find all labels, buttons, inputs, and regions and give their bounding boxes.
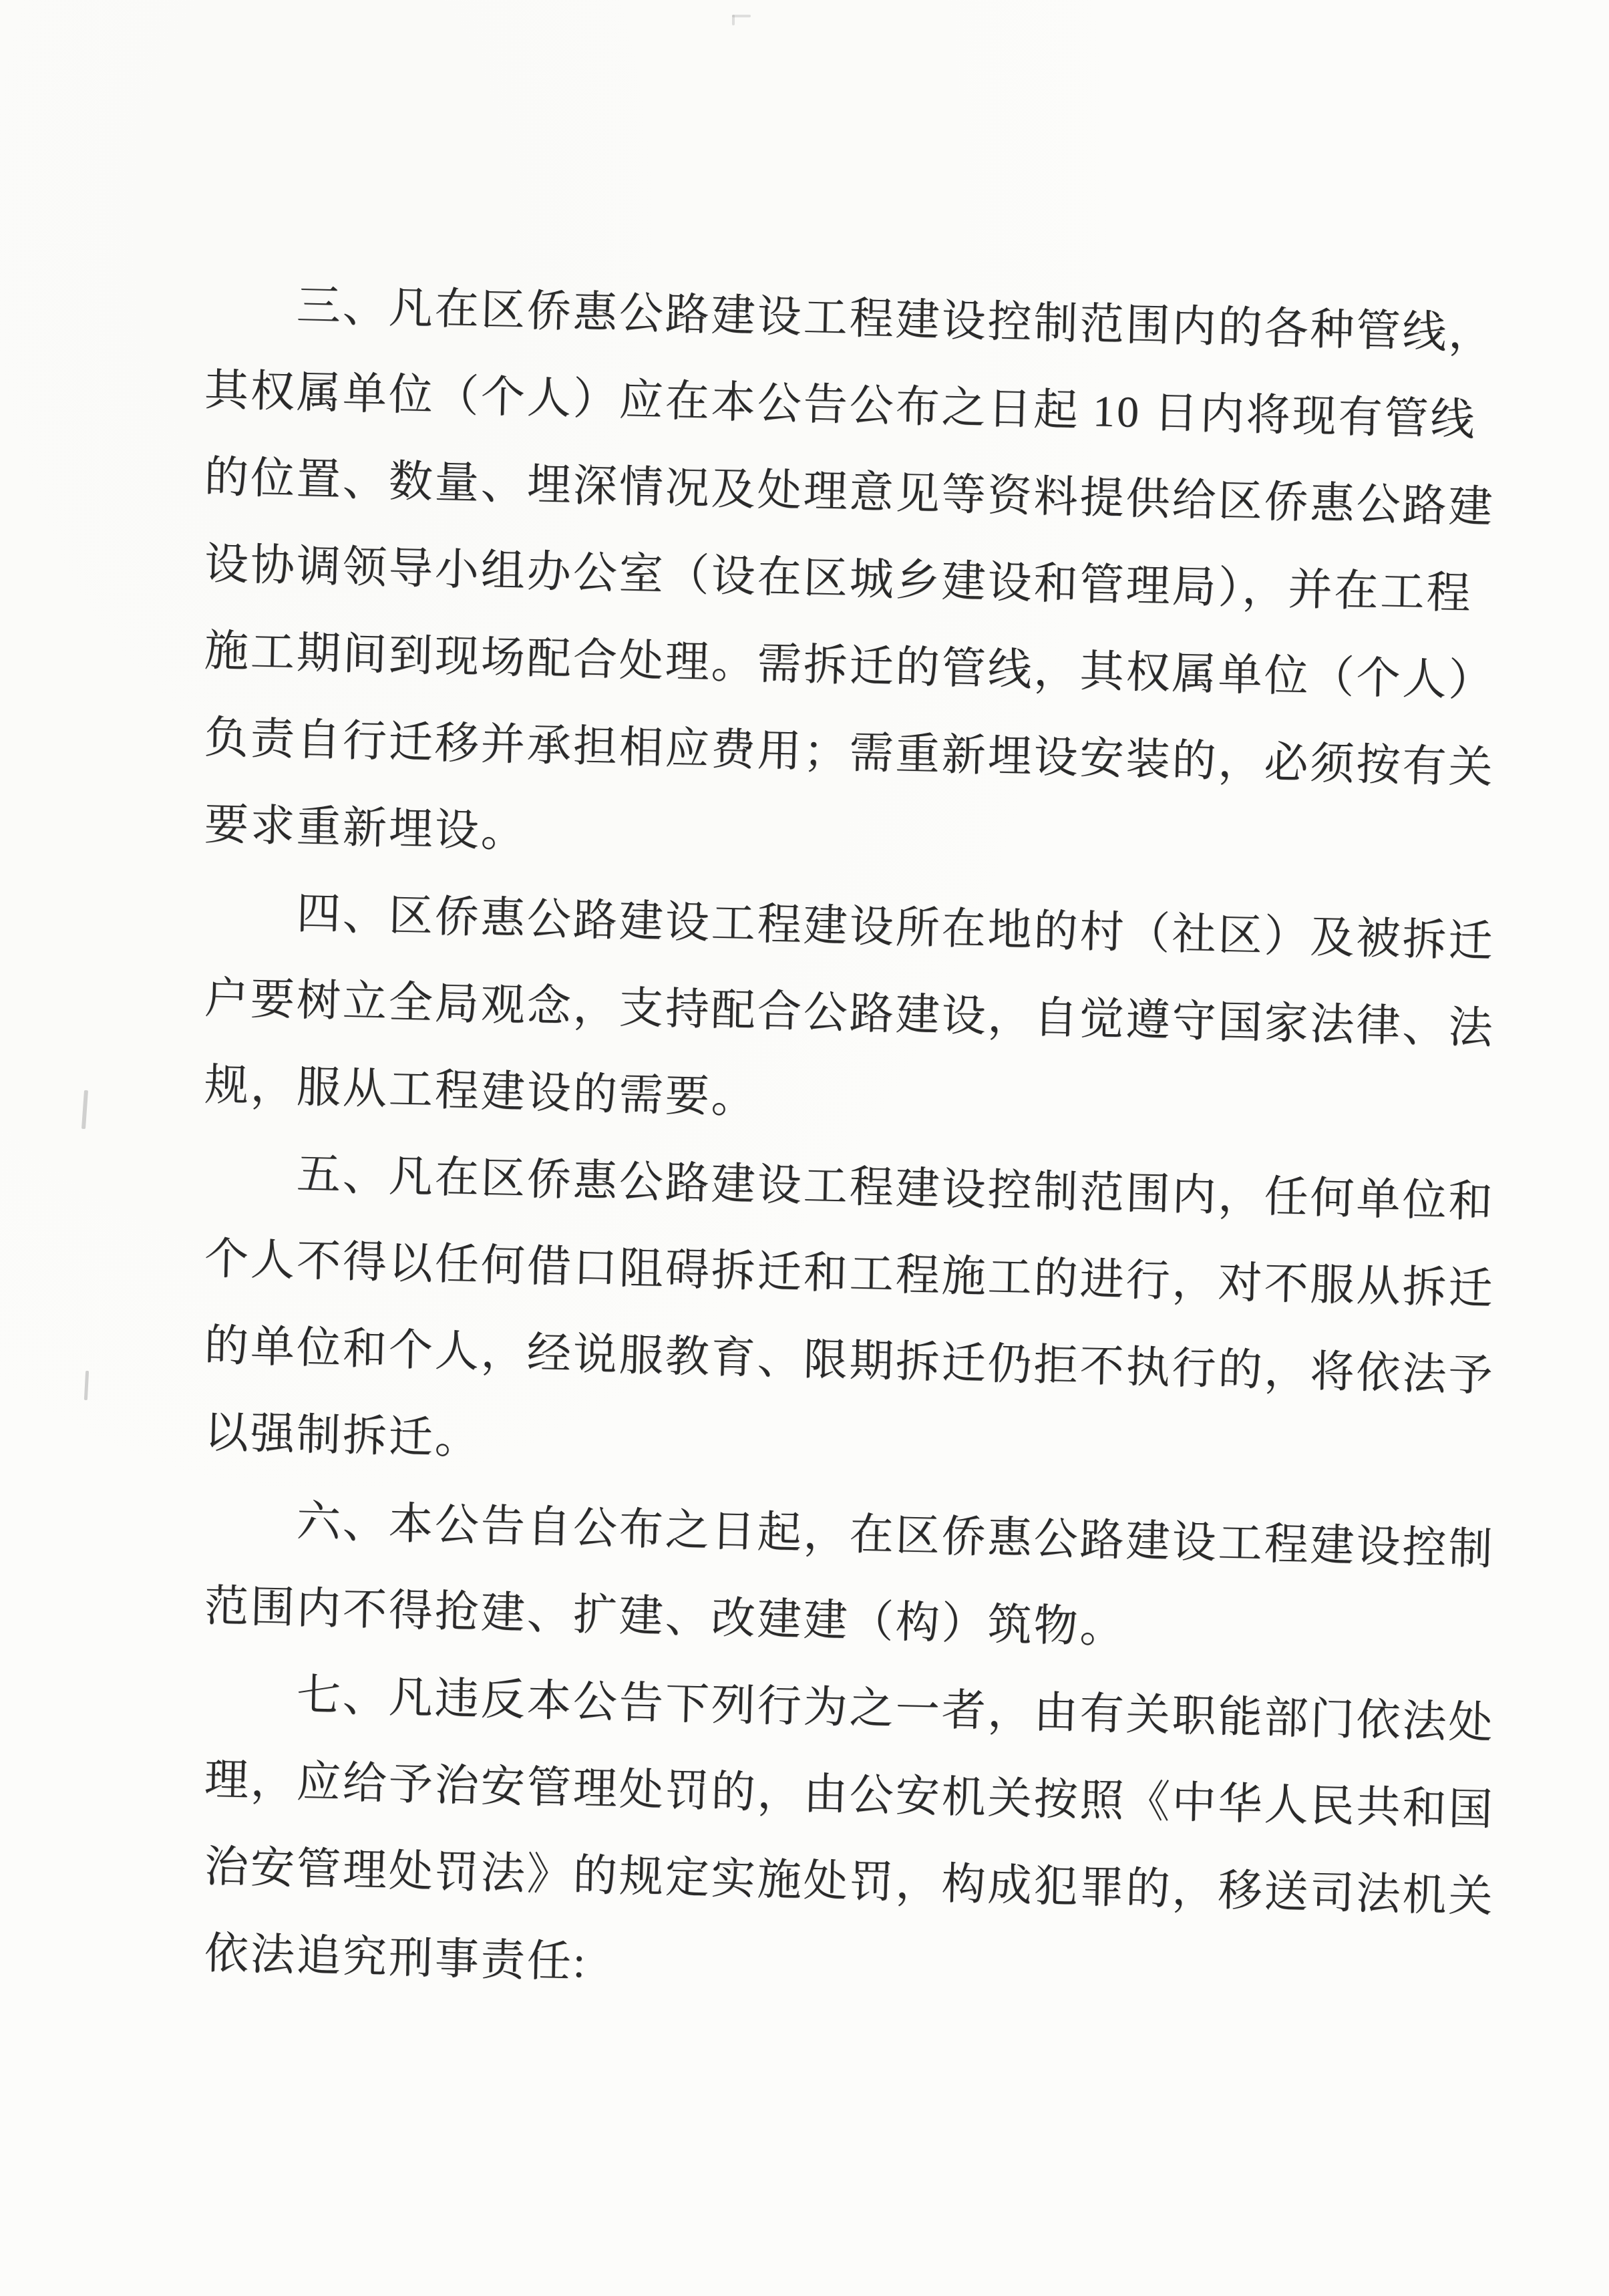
text-line: 以强制拆迁。 — [204, 1408, 482, 1464]
text-line: 户要树立全局观念，支持配合公路建设，自觉遵守国家法律、法 — [204, 974, 1495, 1053]
paragraph-6 — [204, 1476, 1500, 1653]
paragraph-3 — [204, 261, 1500, 868]
text-line: 个人不得以任何借口阻碍拆迁和工程施工的进行，对不服从拆迁 — [204, 1235, 1495, 1314]
text-line: 四、区侨惠公路建设工程建设所在地的村（社区）及被拆迁 — [296, 889, 1495, 967]
paragraph-7 — [204, 1650, 1500, 1997]
paragraph-4 — [204, 868, 1500, 1129]
text-line: 理，应给予治安管理处罚的，由公安机关按照《中华人民共和国 — [204, 1756, 1495, 1835]
text-line: 的单位和个人，经说服教育、限期拆迁仍拒不执行的，将依法予 — [204, 1321, 1495, 1401]
document-body — [204, 261, 1500, 1997]
text-line: 三、凡在区侨惠公路建设工程建设控制范围内的各种管线， — [296, 281, 1495, 359]
text-line: 的位置、数量、埋深情况及处理意见等资料提供给区侨惠公路建 — [204, 453, 1495, 532]
scan-artifact — [84, 1371, 89, 1400]
text-line: 其权属单位（个人）应在本公告公布之日起 10 日内将现有管线 — [204, 366, 1477, 445]
text-line: 六、本公告自公布之日起，在区侨惠公路建设工程建设控制 — [296, 1497, 1495, 1575]
text-line: 七、凡违反本公告下列行为之一者，由有关职能部门依法处 — [296, 1671, 1495, 1748]
scan-artifact — [732, 15, 751, 17]
text-line: 规，服从工程建设的需要。 — [204, 1061, 758, 1123]
text-line: 施工期间到现场配合处理。需拆迁的管线，其权属单位（个人） — [204, 627, 1495, 706]
scan-artifact — [81, 1090, 88, 1129]
paragraph-5 — [204, 1129, 1500, 1476]
text-line: 设协调领导小组办公室（设在区城乡建设和管理局），并在工程 — [204, 540, 1473, 619]
text-line: 五、凡在区侨惠公路建设工程建设控制范围内，任何单位和 — [296, 1150, 1495, 1227]
text-line: 范围内不得抢建、扩建、改建建（构）筑物。 — [204, 1582, 1127, 1653]
text-line: 依法追究刑事责任: — [204, 1929, 588, 1987]
text-line: 负责自行迁移并承担相应费用；需重新埋设安装的，必须按有关 — [204, 713, 1495, 793]
text-line: 治安管理处罚法》的规定实施处罚，构成犯罪的，移送司法机关 — [204, 1842, 1495, 1922]
text-line: 要求重新埋设。 — [204, 800, 528, 857]
scan-artifact — [732, 15, 735, 25]
